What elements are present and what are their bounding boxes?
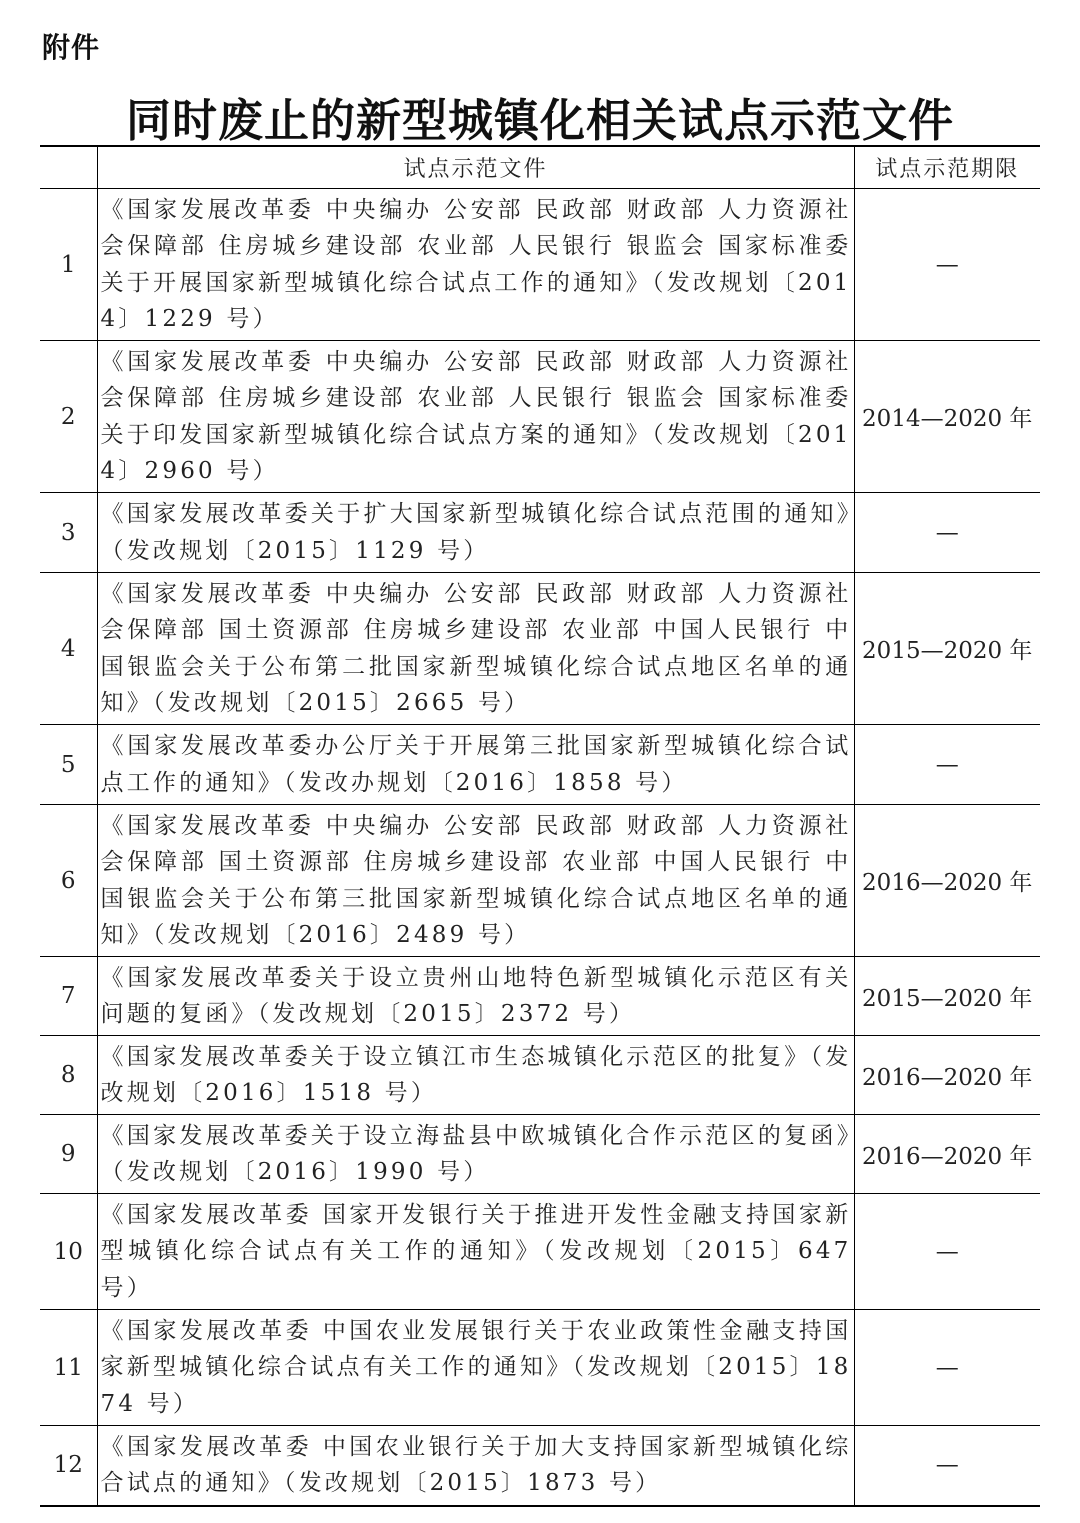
row-period: 2014—2020 年 bbox=[854, 341, 1040, 493]
row-document: 《国家发展改革委 中国农业银行关于加大支持国家新型城镇化综合试点的通知》（发改规划〔2015〕1873 号） bbox=[97, 1426, 854, 1506]
row-period: 2015—2020 年 bbox=[854, 957, 1040, 1036]
row-number: 4 bbox=[40, 573, 97, 725]
row-document: 《国家发展改革委 国家开发银行关于推进开发性金融支持国家新型城镇化综合试点有关工作的通知》（发改规划〔2015〕647 号） bbox=[97, 1194, 854, 1310]
row-document: 《国家发展改革委 中央编办 公安部 民政部 财政部 人力资源社会保障部 住房城乡建设部 农业部 人民银行 银监会 国家标准委关于开展国家新型城镇化综合试点工作的通知》（发改规划〔2014〕1229 号） bbox=[97, 189, 854, 341]
row-period: — bbox=[854, 1194, 1040, 1310]
row-period: — bbox=[854, 725, 1040, 805]
row-document: 《国家发展改革委 中央编办 公安部 民政部 财政部 人力资源社会保障部 国土资源部 住房城乡建设部 农业部 中国人民银行 中国银监会关于公布第三批国家新型城镇化综合试点地区名单的通知》（发改规划〔2016〕2489 号） bbox=[97, 805, 854, 957]
table-header-row bbox=[40, 146, 1040, 189]
table-row bbox=[40, 1426, 1040, 1506]
row-number: 1 bbox=[40, 189, 97, 341]
table-row bbox=[40, 573, 1040, 725]
header-period: 试点示范期限 bbox=[854, 146, 1040, 189]
row-period: — bbox=[854, 189, 1040, 341]
row-period: 2016—2020 年 bbox=[854, 1115, 1040, 1194]
row-number: 9 bbox=[40, 1115, 97, 1194]
attachment-label: 附件 bbox=[42, 31, 101, 64]
row-number: 2 bbox=[40, 341, 97, 493]
row-period: 2016—2020 年 bbox=[854, 805, 1040, 957]
header-document: 试点示范文件 bbox=[97, 146, 854, 189]
table-row bbox=[40, 493, 1040, 573]
row-document: 《国家发展改革委关于设立贵州山地特色新型城镇化示范区有关问题的复函》（发改规划〔2015〕2372 号） bbox=[97, 957, 854, 1036]
table-row bbox=[40, 1194, 1040, 1310]
row-number: 11 bbox=[40, 1310, 97, 1426]
row-document: 《国家发展改革委 中央编办 公安部 民政部 财政部 人力资源社会保障部 住房城乡建设部 农业部 人民银行 银监会 国家标准委关于印发国家新型城镇化综合试点方案的通知》（发改规划〔2014〕2960 号） bbox=[97, 341, 854, 493]
table-row bbox=[40, 725, 1040, 805]
header-number bbox=[40, 146, 97, 189]
table-row bbox=[40, 1310, 1040, 1426]
row-document: 《国家发展改革委办公厅关于开展第三批国家新型城镇化综合试点工作的通知》（发改办规划〔2016〕1858 号） bbox=[97, 725, 854, 805]
table-row bbox=[40, 1115, 1040, 1194]
row-number: 6 bbox=[40, 805, 97, 957]
row-number: 8 bbox=[40, 1036, 97, 1115]
document-title: 同时废止的新型城镇化相关试点示范文件 bbox=[125, 94, 954, 147]
row-document: 《国家发展改革委关于设立镇江市生态城镇化示范区的批复》（发改规划〔2016〕1518 号） bbox=[97, 1036, 854, 1115]
row-document: 《国家发展改革委关于扩大国家新型城镇化综合试点范围的通知》（发改规划〔2015〕1129 号） bbox=[97, 493, 854, 573]
row-period: — bbox=[854, 493, 1040, 573]
table-row bbox=[40, 1036, 1040, 1115]
row-period: — bbox=[854, 1310, 1040, 1426]
table-row bbox=[40, 805, 1040, 957]
row-number: 10 bbox=[40, 1194, 97, 1310]
pilot-documents-table bbox=[40, 145, 1040, 1507]
row-number: 3 bbox=[40, 493, 97, 573]
table-row bbox=[40, 957, 1040, 1036]
row-period: 2016—2020 年 bbox=[854, 1036, 1040, 1115]
row-document: 《国家发展改革委关于设立海盐县中欧城镇化合作示范区的复函》（发改规划〔2016〕1990 号） bbox=[97, 1115, 854, 1194]
row-number: 12 bbox=[40, 1426, 97, 1506]
row-document: 《国家发展改革委 中国农业发展银行关于农业政策性金融支持国家新型城镇化综合试点有关工作的通知》（发改规划〔2015〕1874 号） bbox=[97, 1310, 854, 1426]
table-row bbox=[40, 189, 1040, 341]
row-number: 7 bbox=[40, 957, 97, 1036]
row-period: — bbox=[854, 1426, 1040, 1506]
row-number: 5 bbox=[40, 725, 97, 805]
row-document: 《国家发展改革委 中央编办 公安部 民政部 财政部 人力资源社会保障部 国土资源部 住房城乡建设部 农业部 中国人民银行 中国银监会关于公布第二批国家新型城镇化综合试点地区名单的通知》（发改规划〔2015〕2665 号） bbox=[97, 573, 854, 725]
table-row bbox=[40, 341, 1040, 493]
row-period: 2015—2020 年 bbox=[854, 573, 1040, 725]
